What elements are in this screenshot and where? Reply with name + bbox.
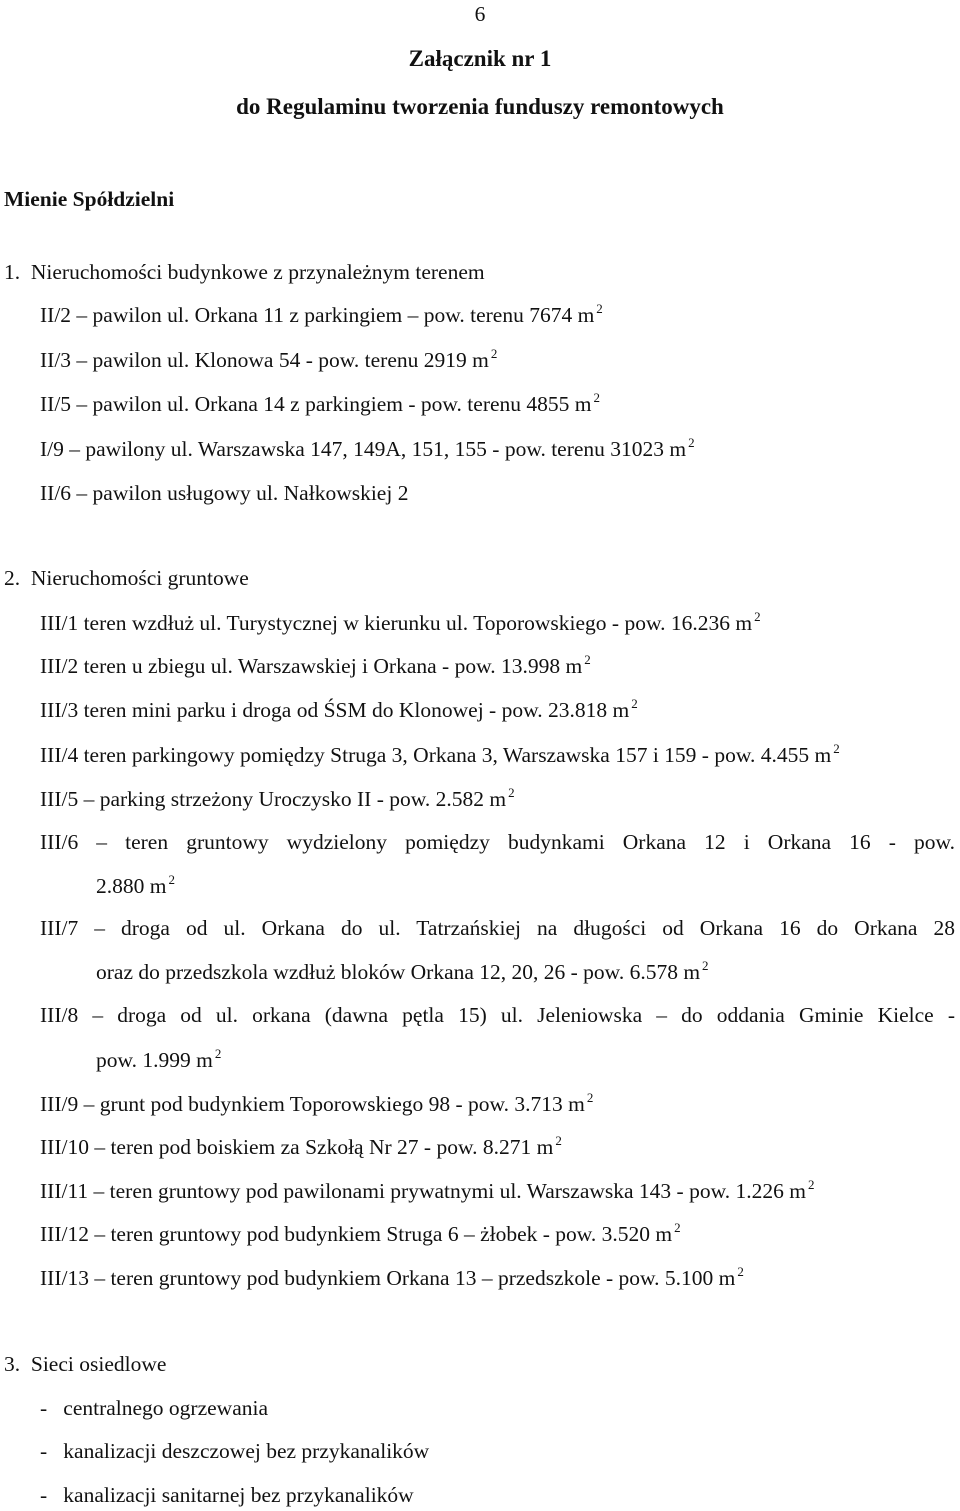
list-item: III/7 – droga od ul. Orkana do ul. Tatrzańskiej na długości od Orkana 16 do Orkana 28 — [40, 916, 955, 940]
section-3-title: 3. Sieci osiedlowe — [4, 1352, 167, 1376]
list-item-continuation: 2.880 m $^2$ — [96, 872, 175, 898]
list-item: III/2 teren u zbiegu ul. Warszawskiej i Orkana - pow. 13.998 m $^2$ — [40, 652, 591, 678]
document-title: Załącznik nr 1 — [408, 46, 552, 71]
list-item: - kanalizacji sanitarnej bez przykanalików — [40, 1483, 414, 1507]
list-item: II/5 – pawilon ul. Orkana 14 z parkingiem - pow. terenu 4855 m $^2$ — [40, 390, 600, 416]
list-item: II/3 – pawilon ul. Klonowa 54 - pow. terenu 2919 m $^2$ — [40, 346, 498, 372]
list-item: II/2 – pawilon ul. Orkana 11 z parkingiem – pow. terenu 7674 m $^2$ — [40, 301, 603, 327]
list-item: I/9 – pawilony ul. Warszawska 147, 149A, 151, 155 - pow. terenu 31023 m $^2$ — [40, 435, 695, 461]
list-item: III/10 – teren pod boiskiem za Szkołą Nr 27 - pow. 8.271 m $^2$ — [40, 1133, 562, 1159]
list-item: - kanalizacji deszczowej bez przykanalików — [40, 1439, 430, 1463]
section-2-title: 2. Nieruchomości gruntowe — [4, 566, 249, 590]
list-item: III/4 teren parkingowy pomiędzy Struga 3, Orkana 3, Warszawska 157 i 159 - pow. 4.455 m $^2$ — [40, 741, 840, 767]
section-1-title: 1. Nieruchomości budynkowe z przynależnym terenem — [4, 260, 485, 284]
list-item: II/6 – pawilon usługowy ul. Nałkowskiej 2 — [40, 481, 409, 505]
list-item-continuation: oraz do przedszkola wzdłuż bloków Orkana 12, 20, 26 - pow. 6.578 m $^2$ — [96, 958, 709, 984]
list-item: III/9 – grunt pod budynkiem Toporowskiego 98 - pow. 3.713 m $^2$ — [40, 1090, 594, 1116]
list-item: III/12 – teren gruntowy pod budynkiem Struga 6 – żłobek - pow. 3.520 m $^2$ — [40, 1220, 681, 1246]
list-item: III/11 – teren gruntowy pod pawilonami prywatnymi ul. Warszawska 143 - pow. 1.226 m $^2$ — [40, 1177, 815, 1203]
document-subtitle: do Regulaminu tworzenia funduszy remontowych — [236, 94, 724, 119]
list-item: III/3 teren mini parku i droga od ŚSM do Klonowej - pow. 23.818 m $^2$ — [40, 696, 638, 722]
list-item-continuation: pow. 1.999 m $^2$ — [96, 1046, 222, 1072]
list-item: III/8 – droga od ul. orkana (dawna pętla 15) ul. Jeleniowska – do oddania Gminie Kielce - — [40, 1003, 955, 1027]
list-item: III/13 – teren gruntowy pod budynkiem Orkana 13 – przedszkole - pow. 5.100 m $^2$ — [40, 1264, 744, 1290]
list-item: III/6 – teren gruntowy wydzielony pomiędzy budynkami Orkana 12 i Orkana 16 - pow. — [40, 830, 955, 854]
list-item: III/5 – parking strzeżony Uroczysko II - pow. 2.582 m $^2$ — [40, 785, 515, 811]
section-heading: Mienie Spółdzielni — [4, 187, 175, 211]
page-number: 6 — [474, 2, 486, 26]
list-item: III/1 teren wzdłuż ul. Turystycznej w kierunku ul. Toporowskiego - pow. 16.236 m $^2$ — [40, 609, 761, 635]
list-item: - centralnego ogrzewania — [40, 1396, 269, 1420]
